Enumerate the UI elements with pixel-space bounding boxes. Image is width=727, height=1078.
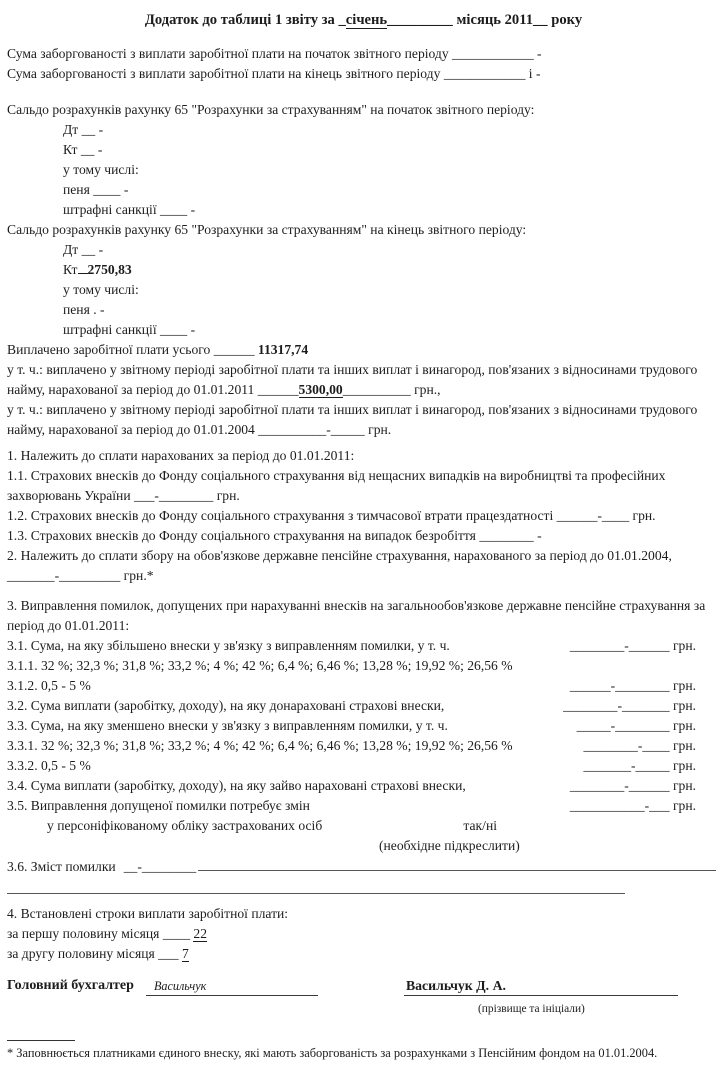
section4-heading: 4. Встановлені строки виплати заробітної плати:: [7, 906, 289, 921]
blank-line: [7, 877, 625, 894]
saldo-start-kt: Кт __ -: [63, 142, 103, 157]
saldo-end-kt-blank: [78, 273, 88, 274]
paid-2011-unit: грн.,: [414, 382, 441, 397]
row-label: 3.4. Сума виплати (заробітку, доходу), на яку зайво нараховані страхові внески,: [7, 778, 466, 793]
section3-row-3-3-2: [7, 756, 720, 776]
saldo-end-kt-value: 2750,83: [87, 262, 132, 277]
first-half-value: 22: [193, 926, 207, 941]
paid-total-line: [7, 340, 720, 360]
section3-row-3-1-2: [7, 676, 720, 696]
paid-total-value: 11317,74: [257, 342, 309, 357]
paid-2011-value: 5300,00: [298, 382, 343, 397]
title-part1: Додаток до таблиці 1 звіту за: [144, 12, 335, 28]
blank-line: [198, 856, 716, 871]
page-title: [7, 10, 720, 30]
row-label: 3.5. Виправлення допущеної помилки потребує змін: [7, 798, 310, 813]
debt-start-value: -: [537, 46, 542, 61]
row-amount-blank: ________-____ грн.: [583, 738, 696, 753]
footnote-divider: [7, 1040, 75, 1041]
second-half-value: 7: [181, 946, 189, 961]
paid-2011-blank-left: ______: [257, 382, 299, 397]
saldo-start-dt: Дт __ -: [63, 122, 104, 137]
row-label: 3.1.1. 32 %; 32,3 %; 31,8 %; 33,2 %; 4 %; 42 %; 6,4 %; 6,46 %; 13,28 %; 19,92 %; 26,56 %: [7, 658, 513, 673]
section3-row-3-1: [7, 636, 720, 656]
section4-first-half-line: [7, 924, 720, 944]
saldo-end-kt-label: Кт: [63, 262, 78, 277]
signature-handwritten: Васильчук: [146, 977, 318, 996]
saldo-end-kt-line: [63, 260, 720, 280]
footnote-text: * Заповнюється платниками єдиного внеску, які мають заборгованість за розрахунками з Пенсійним фондом на 01.01.2004.: [7, 1046, 658, 1060]
paid-2011-blank-right: __________: [342, 382, 411, 397]
section3-row-3-3-1: [7, 736, 720, 756]
section1-item-1-2: 1.2. Страхових внесків до Фонду соціального страхування з тимчасової втрати працездатності ______-____ грн.: [7, 508, 656, 523]
section1-heading: 1. Належить до сплати нарахованих за період до 01.01.2011:: [7, 448, 355, 463]
section3-row-3-2: [7, 696, 720, 716]
paid-total-label: Виплачено заробітної плати усього: [7, 342, 211, 357]
signature-block: [7, 976, 720, 1019]
section4-second-half-line: [7, 944, 720, 964]
debt-start-line: [7, 44, 720, 64]
row-label: 3.2. Сума виплати (заробітку, доходу), на яку донараховані страхові внески,: [7, 698, 445, 713]
signer-full-name: Васильчук Д. А.: [404, 977, 678, 996]
row-label: 3.1.2. 0,5 - 5 %: [7, 678, 91, 693]
signer-role-label: Головний бухгалтер: [7, 978, 134, 993]
row-amount-blank: _____-________ грн.: [576, 718, 696, 733]
saldo-end-dt: Дт __ -: [63, 242, 104, 257]
title-month-value: січень: [345, 12, 388, 28]
first-half-blank: ____: [162, 926, 190, 941]
saldo-end-penya: пеня . -: [63, 302, 105, 317]
section3-row-3-5: [7, 796, 720, 816]
signature-row: [7, 976, 720, 996]
paid-2004-paragraph: [7, 400, 720, 440]
row-amount-blank: ___________-___ грн.: [569, 798, 696, 813]
signature-note: (прізвище та ініціали): [478, 1003, 585, 1015]
saldo-start-penya: пеня ____ -: [63, 182, 129, 197]
debt-end-label: Сума заборгованості з виплати заробітної плати на кінець звітного періоду: [7, 66, 441, 81]
persona-label: у персоніфікованому обліку застрахованих осіб: [47, 818, 323, 833]
footnote-block: [7, 1040, 722, 1061]
paid-2004-blank: __________-_____: [258, 422, 365, 437]
saldo-end-including: у тому числі:: [63, 282, 139, 297]
row-label: 3.3.1. 32 %; 32,3 %; 31,8 %; 33,2 %; 4 %; 42 %; 6,4 %; 6,46 %; 13,28 %; 19,92 %; 26,56 %: [7, 738, 513, 753]
paid-2011-text: у т. ч.: виплачено у звітному періоді заробітної плати та інших виплат і винагород, пов'язаних з відносинами трудового найму, нарахованої за період до 01.01.2011: [7, 362, 698, 397]
paid-2004-text: у т. ч.: виплачено у звітному періоді заробітної плати та інших виплат і винагород, пов'язаних з відносинами трудового найму, нарахованої за період до 01.01.2004: [7, 402, 698, 437]
section3-persona-row: [7, 816, 720, 836]
section3-error-content-row: [7, 856, 720, 877]
debt-start-blank: ____________: [452, 46, 534, 61]
saldo-start-fines: штрафні санкції ____ -: [63, 202, 196, 217]
row-amount-blank: ________-______ грн.: [569, 638, 696, 653]
row-label: 3.3. Сума, на яку зменшено внески у зв'язку з виправленням помилки, у т. ч.: [7, 718, 448, 733]
paid-2011-paragraph: [7, 360, 720, 400]
paid-2004-unit: грн.: [368, 422, 392, 437]
debt-end-value: і -: [528, 66, 541, 81]
title-month-blank: _________: [387, 12, 453, 28]
section1-item-1-1: 1.1. Страхових внесків до Фонду соціального страхування від нещасних випадків на виробництві та професійних захворювань України ___-________ грн.: [7, 468, 666, 503]
debt-end-line: [7, 64, 720, 84]
underline-instruction-note: (необхідне підкреслити): [379, 838, 520, 853]
row-label: 3.1. Сума, на яку збільшено внески у зв'язку з виправленням помилки, у т. ч.: [7, 638, 450, 653]
row-label: 3.3.2. 0,5 - 5 %: [7, 758, 91, 773]
saldo-start-heading: Сальдо розрахунків рахунку 65 "Розрахунки за страхуванням" на початок звітного періоду:: [7, 102, 535, 117]
row-amount-blank: _______-_____ грн.: [583, 758, 696, 773]
section3-row-3-3: [7, 716, 720, 736]
error-content-lead-blank: __-________: [123, 859, 197, 874]
saldo-end-heading: Сальдо розрахунків рахунку 65 "Розрахунки за страхуванням" на кінець звітного періоду:: [7, 222, 527, 237]
debt-start-label: Сума заборгованості з виплати заробітної плати на початок звітного періоду: [7, 46, 449, 61]
section3-row-3-4: [7, 776, 720, 796]
second-half-label: за другу половину місяця: [7, 946, 155, 961]
second-half-blank: ___: [158, 946, 179, 961]
paid-total-blank: ______: [213, 342, 255, 357]
row-amount-blank: ________-_______ грн.: [563, 698, 696, 713]
debt-end-blank: ____________: [443, 66, 526, 81]
row-amount-blank: ______-________ грн.: [569, 678, 696, 693]
section3-row-3-1-1: [7, 656, 720, 676]
row-amount-blank: ________-______ грн.: [569, 778, 696, 793]
title-part2: місяць 2011__ року: [456, 12, 583, 28]
saldo-start-including: у тому числі:: [63, 162, 139, 177]
saldo-end-fines: штрафні санкції ____ -: [63, 322, 196, 337]
title-pre-blank: _: [338, 12, 346, 28]
yes-no-choice: так/ні: [463, 818, 497, 833]
first-half-label: за першу половину місяця: [7, 926, 160, 941]
section1-item-1-3: 1.3. Страхових внесків до Фонду соціального страхування на випадок безробіття ________ -: [7, 528, 542, 543]
section1-item-2: 2. Належить до сплати збору на обов'язкове державне пенсійне страхування, нарахованого за період до 01.01.2004, _______-_________ грн.*: [7, 548, 672, 583]
section3-heading: 3. Виправлення помилок, допущених при нарахуванні внесків на загальнообов'язкове державне пенсійне страхування за період до 01.01.2011:: [7, 598, 706, 633]
error-content-label: 3.6. Зміст помилки: [7, 859, 116, 874]
